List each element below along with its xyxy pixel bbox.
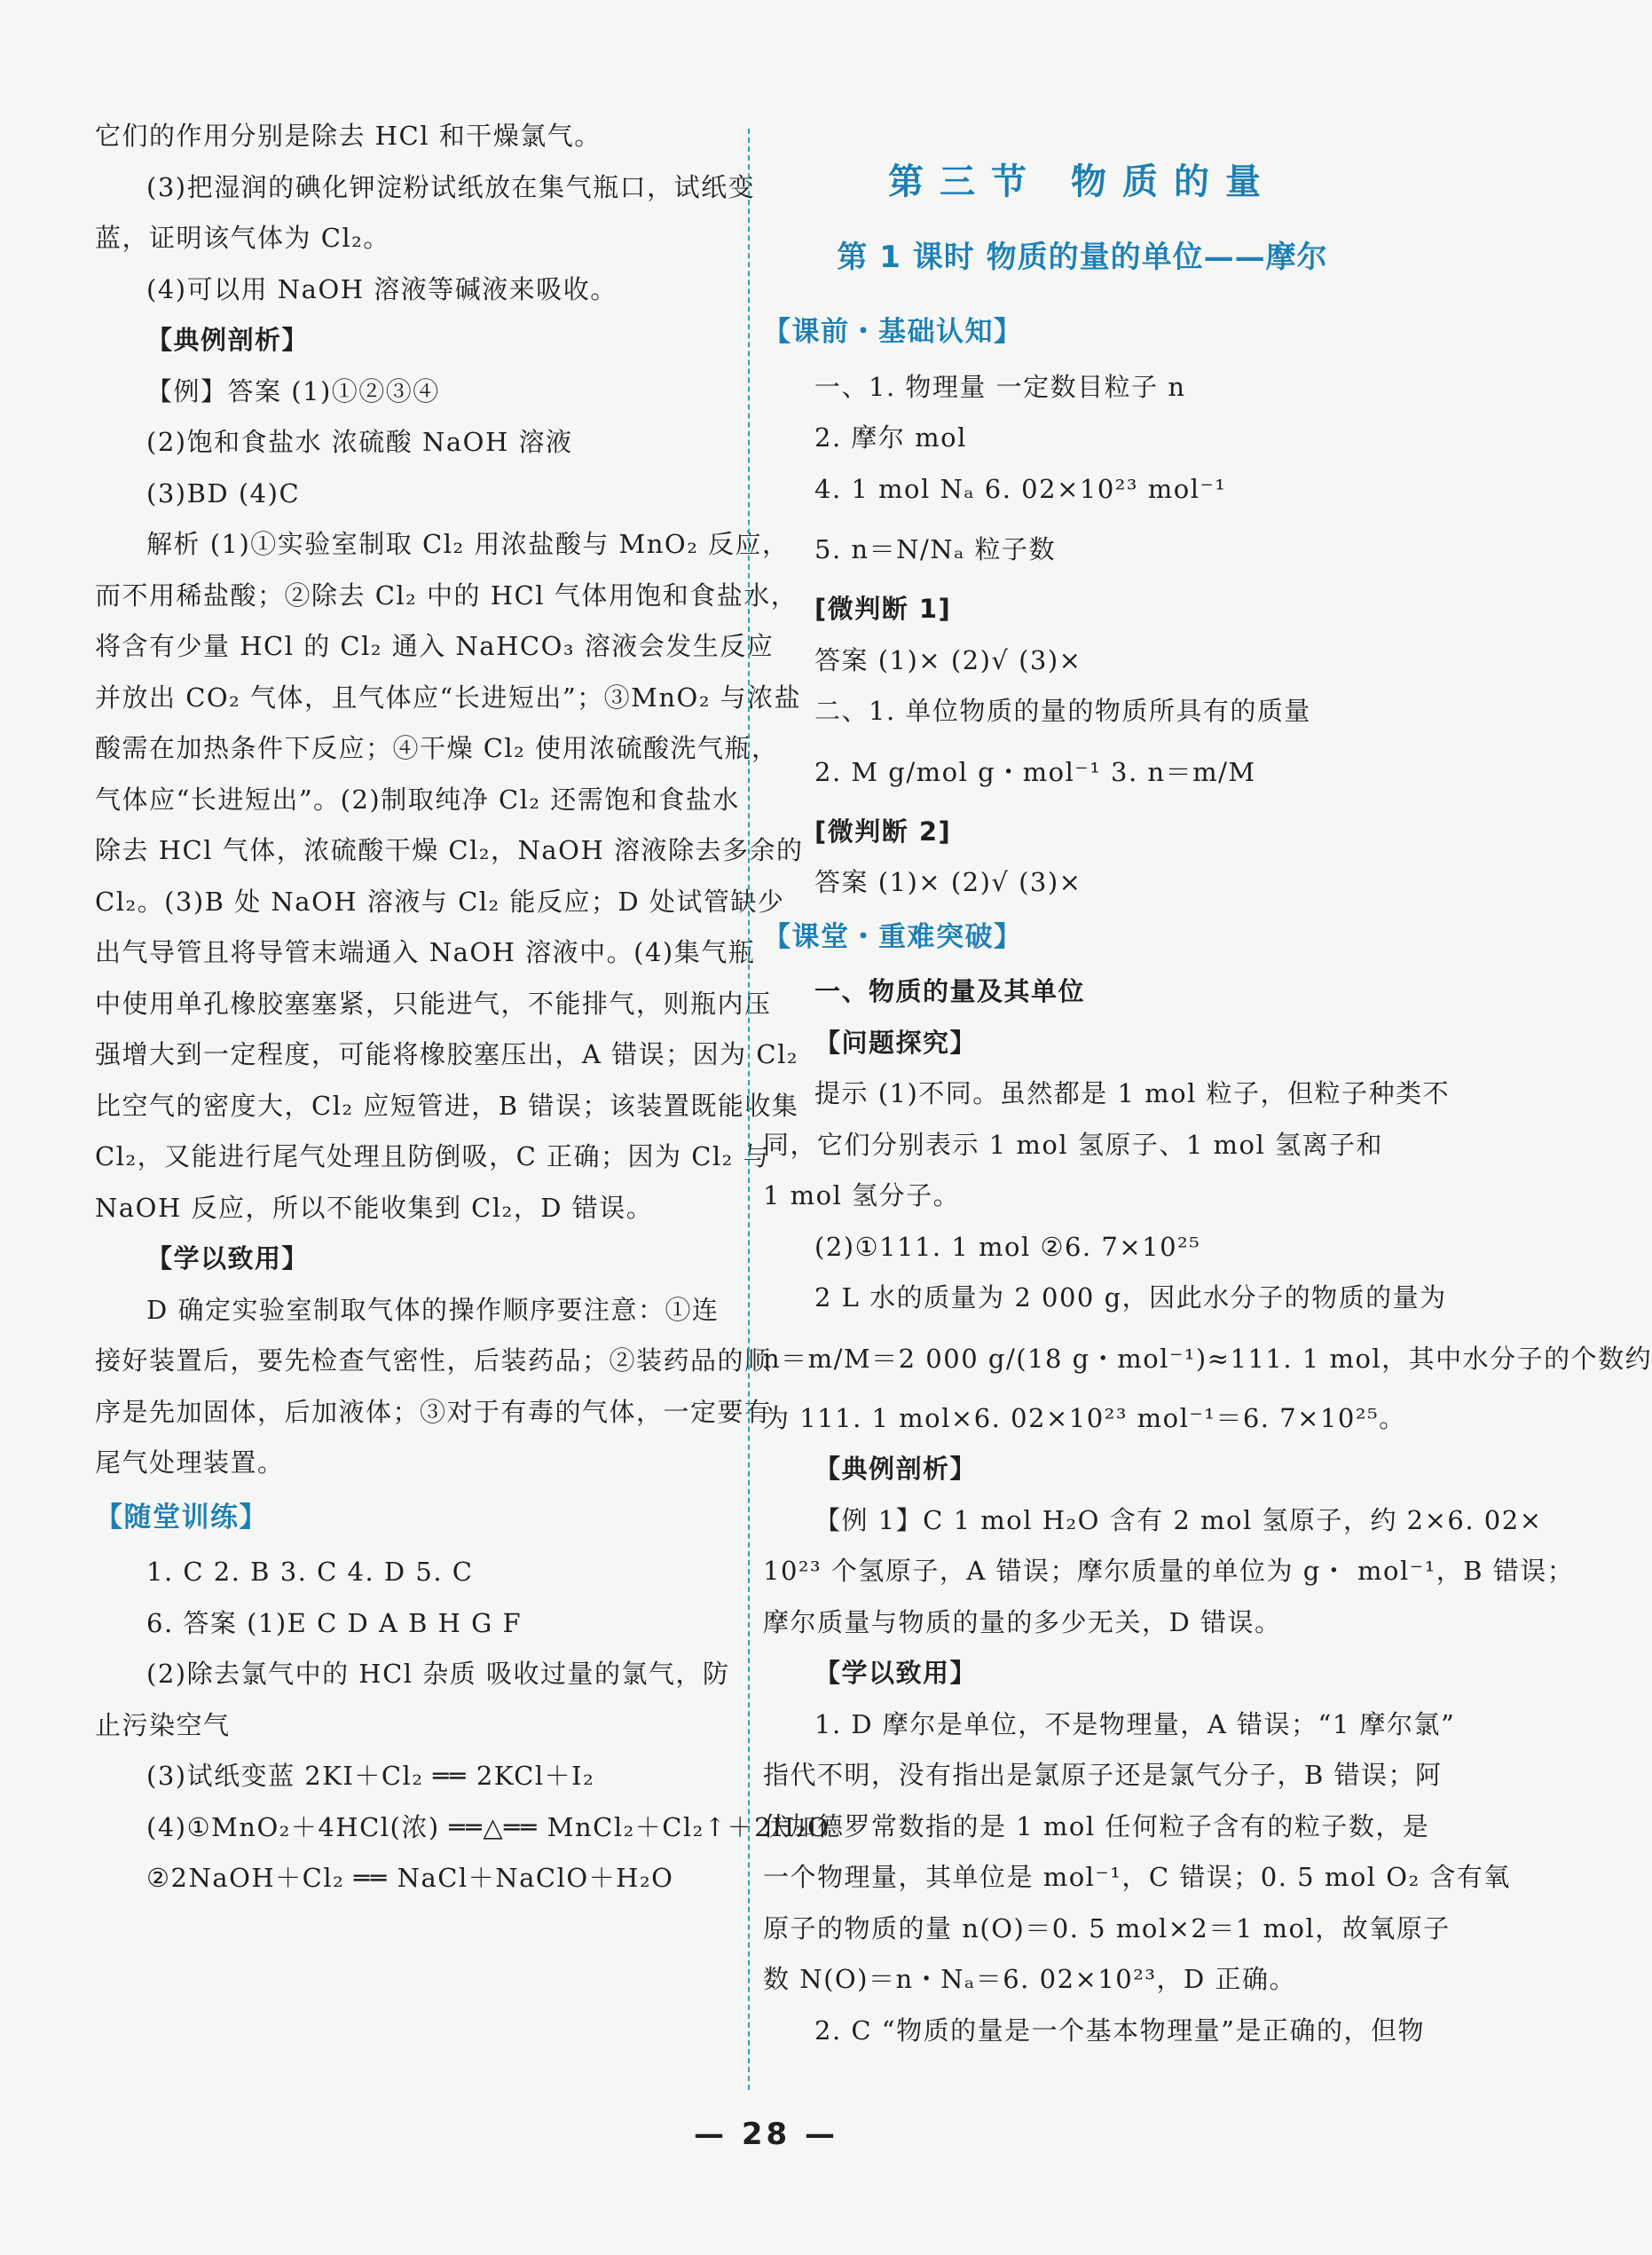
subheading-example-analysis: 【典例剖析】 <box>814 1454 978 1484</box>
text-line: 接好装置后，要先检查气密性，后装药品；②装药品的顺 <box>95 1345 772 1376</box>
text-line: 伏加德罗常数指的是 1 mol 任何粒子含有的粒子数，是 <box>763 1810 1430 1841</box>
text-line: 1. D 摩尔是单位，不是物理量，A 错误；“1 摩尔氯” <box>814 1708 1456 1739</box>
text-line: (2)①111. 1 mol ②6. 7×10²⁵ <box>814 1231 1201 1262</box>
text-line: 解析 (1)①实验室制取 Cl₂ 用浓盐酸与 MnO₂ 反应， <box>146 529 790 559</box>
formula-line: 5. n＝N/Nₐ 粒子数 <box>814 534 1056 564</box>
heading-classroom-practice: 【随堂训练】 <box>95 1501 268 1534</box>
equation-line: ②2NaOH＋Cl₂ ══ NaCl＋NaClO＋H₂O <box>146 1863 674 1893</box>
text-line: 同，它们分别表示 1 mol 氢原子、1 mol 氢离子和 <box>763 1129 1383 1160</box>
text-line: 二、1. 单位物质的量的物质所具有的质量 <box>814 696 1311 726</box>
text-line: 6. 答案 (1)E C D A B H G F <box>146 1607 523 1638</box>
text-line: (3)把湿润的碘化钾淀粉试纸放在集气瓶口，试纸变 <box>146 171 756 202</box>
text-line: 4. 1 mol Nₐ 6. 02×10²³ mol⁻¹ <box>814 473 1227 504</box>
text-line: 酸需在加热条件下反应；④干燥 Cl₂ 使用浓硫酸洗气瓶， <box>95 733 779 763</box>
text-line: 10²³ 个氢原子，A 错误；摩尔质量的单位为 g・ mol⁻¹，B 错误； <box>763 1556 1575 1586</box>
text-line: Cl₂，又能进行尾气处理且防倒吸，C 正确；因为 Cl₂ 与 <box>95 1141 771 1171</box>
column-divider <box>748 129 750 2090</box>
text-line: 强增大到一定程度，可能将橡胶塞压出，A 错误；因为 Cl₂ <box>95 1039 798 1069</box>
equation-line: (4)①MnO₂＋4HCl(浓) ══△══ MnCl₂＋Cl₂↑＋2H₂O <box>146 1811 830 1842</box>
text-line: 它们的作用分别是除去 HCl 和干燥氯气。 <box>95 121 602 151</box>
text-line: (2)除去氯气中的 HCl 杂质 吸收过量的氯气，防 <box>146 1659 730 1689</box>
text-line: 提示 (1)不同。虽然都是 1 mol 粒子，但粒子种类不 <box>814 1078 1451 1108</box>
text-line: 摩尔质量与物质的量的多少无关，D 错误。 <box>763 1606 1282 1637</box>
subheading-question-explore: 【问题探究】 <box>814 1027 978 1058</box>
page-number: — 28 — <box>694 2117 838 2152</box>
text-line: 指代不明，没有指出是氯原子还是氯气分子，B 错误；阿 <box>763 1760 1443 1790</box>
text-line: 出气导管且将导管末端通入 NaOH 溶液中。(4)集气瓶 <box>95 937 756 967</box>
text-line: 2 L 水的质量为 2 000 g，因此水分子的物质的量为 <box>814 1282 1447 1313</box>
heading-in-class: 【课堂・重难突破】 <box>763 920 1023 953</box>
text-line: 序是先加固体，后加液体；③对于有毒的气体，一定要有 <box>95 1396 772 1427</box>
text-line: 一、1. 物理量 一定数目粒子 n <box>814 371 1186 402</box>
subheading-example-analysis: 【典例剖析】 <box>146 325 310 355</box>
subheading-micro-judge-2: [微判断 2] <box>814 816 952 847</box>
heading-pre-class: 【课前・基础认知】 <box>763 316 1023 348</box>
text-line: 气体应“长进短出”。(2)制取纯净 Cl₂ 还需饱和食盐水 <box>95 784 740 815</box>
text-line: 并放出 CO₂ 气体，且气体应“长进短出”；③MnO₂ 与浓盐 <box>95 682 802 713</box>
text-line: NaOH 反应，所以不能收集到 Cl₂，D 错误。 <box>95 1192 654 1223</box>
lesson-title: 第 1 课时 物质的量的单位——摩尔 <box>837 240 1328 275</box>
text-line: Cl₂。(3)B 处 NaOH 溶液与 Cl₂ 能反应；D 处试管缺少 <box>95 886 785 917</box>
right-column <box>763 142 1652 2056</box>
text-line: (3)试纸变蓝 2KI＋Cl₂ ══ 2KCl＋I₂ <box>146 1761 595 1791</box>
text-line: (3)BD (4)C <box>146 477 301 509</box>
subheading-micro-judge-1: [微判断 1] <box>814 594 952 624</box>
section-title: 第三节 物质的量 <box>888 162 1277 202</box>
subheading-amount-of-substance: 一、物质的量及其单位 <box>814 976 1086 1006</box>
text-line: 将含有少量 HCl 的 Cl₂ 通入 NaHCO₃ 溶液会发生反应 <box>95 631 775 661</box>
text-line: 1 mol 氢分子。 <box>763 1180 961 1210</box>
text-line: 原子的物质的量 n(O)＝0. 5 mol×2＝1 mol，故氧原子 <box>763 1912 1451 1944</box>
text-line: 答案 (1)× (2)√ (3)× <box>814 644 1082 675</box>
text-line: 2. C “物质的量是一个基本物理量”是正确的，但物 <box>814 2015 1425 2046</box>
text-line: 比空气的密度大，Cl₂ 应短管进，B 错误；该装置既能收集 <box>95 1090 799 1121</box>
text-line: 答案 (1)× (2)√ (3)× <box>814 867 1082 897</box>
formula-line: 2. M g/mol g・mol⁻¹ 3. n＝m/M <box>814 756 1256 787</box>
text-line: 蓝，证明该气体为 Cl₂。 <box>95 223 390 253</box>
text-line: 而不用稀盐酸；②除去 Cl₂ 中的 HCl 气体用饱和食盐水， <box>95 580 798 611</box>
text-line: 尾气处理装置。 <box>95 1447 285 1478</box>
text-line: 【例】答案 (1)①②③④ <box>146 375 440 406</box>
text-line: 【例 1】C 1 mol H₂O 含有 2 mol 氢原子，约 2×6. 02× <box>814 1504 1543 1535</box>
formula-line: n＝m/M＝2 000 g/(18 g・mol⁻¹)≈111. 1 mol，其中水分子的个数约 <box>763 1343 1652 1374</box>
text-line: D 确定实验室制取气体的操作顺序要注意：①连 <box>146 1294 720 1325</box>
text-line: 2. 摩尔 mol <box>814 422 967 453</box>
text-line: 为 111. 1 mol×6. 02×10²³ mol⁻¹＝6. 7×10²⁵。 <box>763 1402 1406 1433</box>
subheading-apply-learning: 【学以致用】 <box>814 1658 978 1688</box>
subheading-apply-learning: 【学以致用】 <box>146 1243 310 1273</box>
text-line: 一个物理量，其单位是 mol⁻¹，C 错误；0. 5 mol O₂ 含有氧 <box>763 1862 1511 1892</box>
text-line: 除去 HCl 气体，浓硫酸干燥 Cl₂，NaOH 溶液除去多余的 <box>95 835 804 865</box>
text-line: 数 N(O)＝n・Nₐ＝6. 02×10²³，D 正确。 <box>763 1964 1296 1994</box>
text-line: 止污染空气 <box>95 1709 231 1740</box>
text-line: 中使用单孔橡胶塞塞紧，只能进气，不能排气，则瓶内压 <box>95 988 772 1019</box>
left-column <box>95 111 830 1904</box>
text-line: 1. C 2. B 3. C 4. D 5. C <box>146 1557 474 1587</box>
text-line: (2)饱和食盐水 浓硫酸 NaOH 溶液 <box>146 427 573 457</box>
text-line: (4)可以用 NaOH 溶液等碱液来吸收。 <box>146 273 618 304</box>
